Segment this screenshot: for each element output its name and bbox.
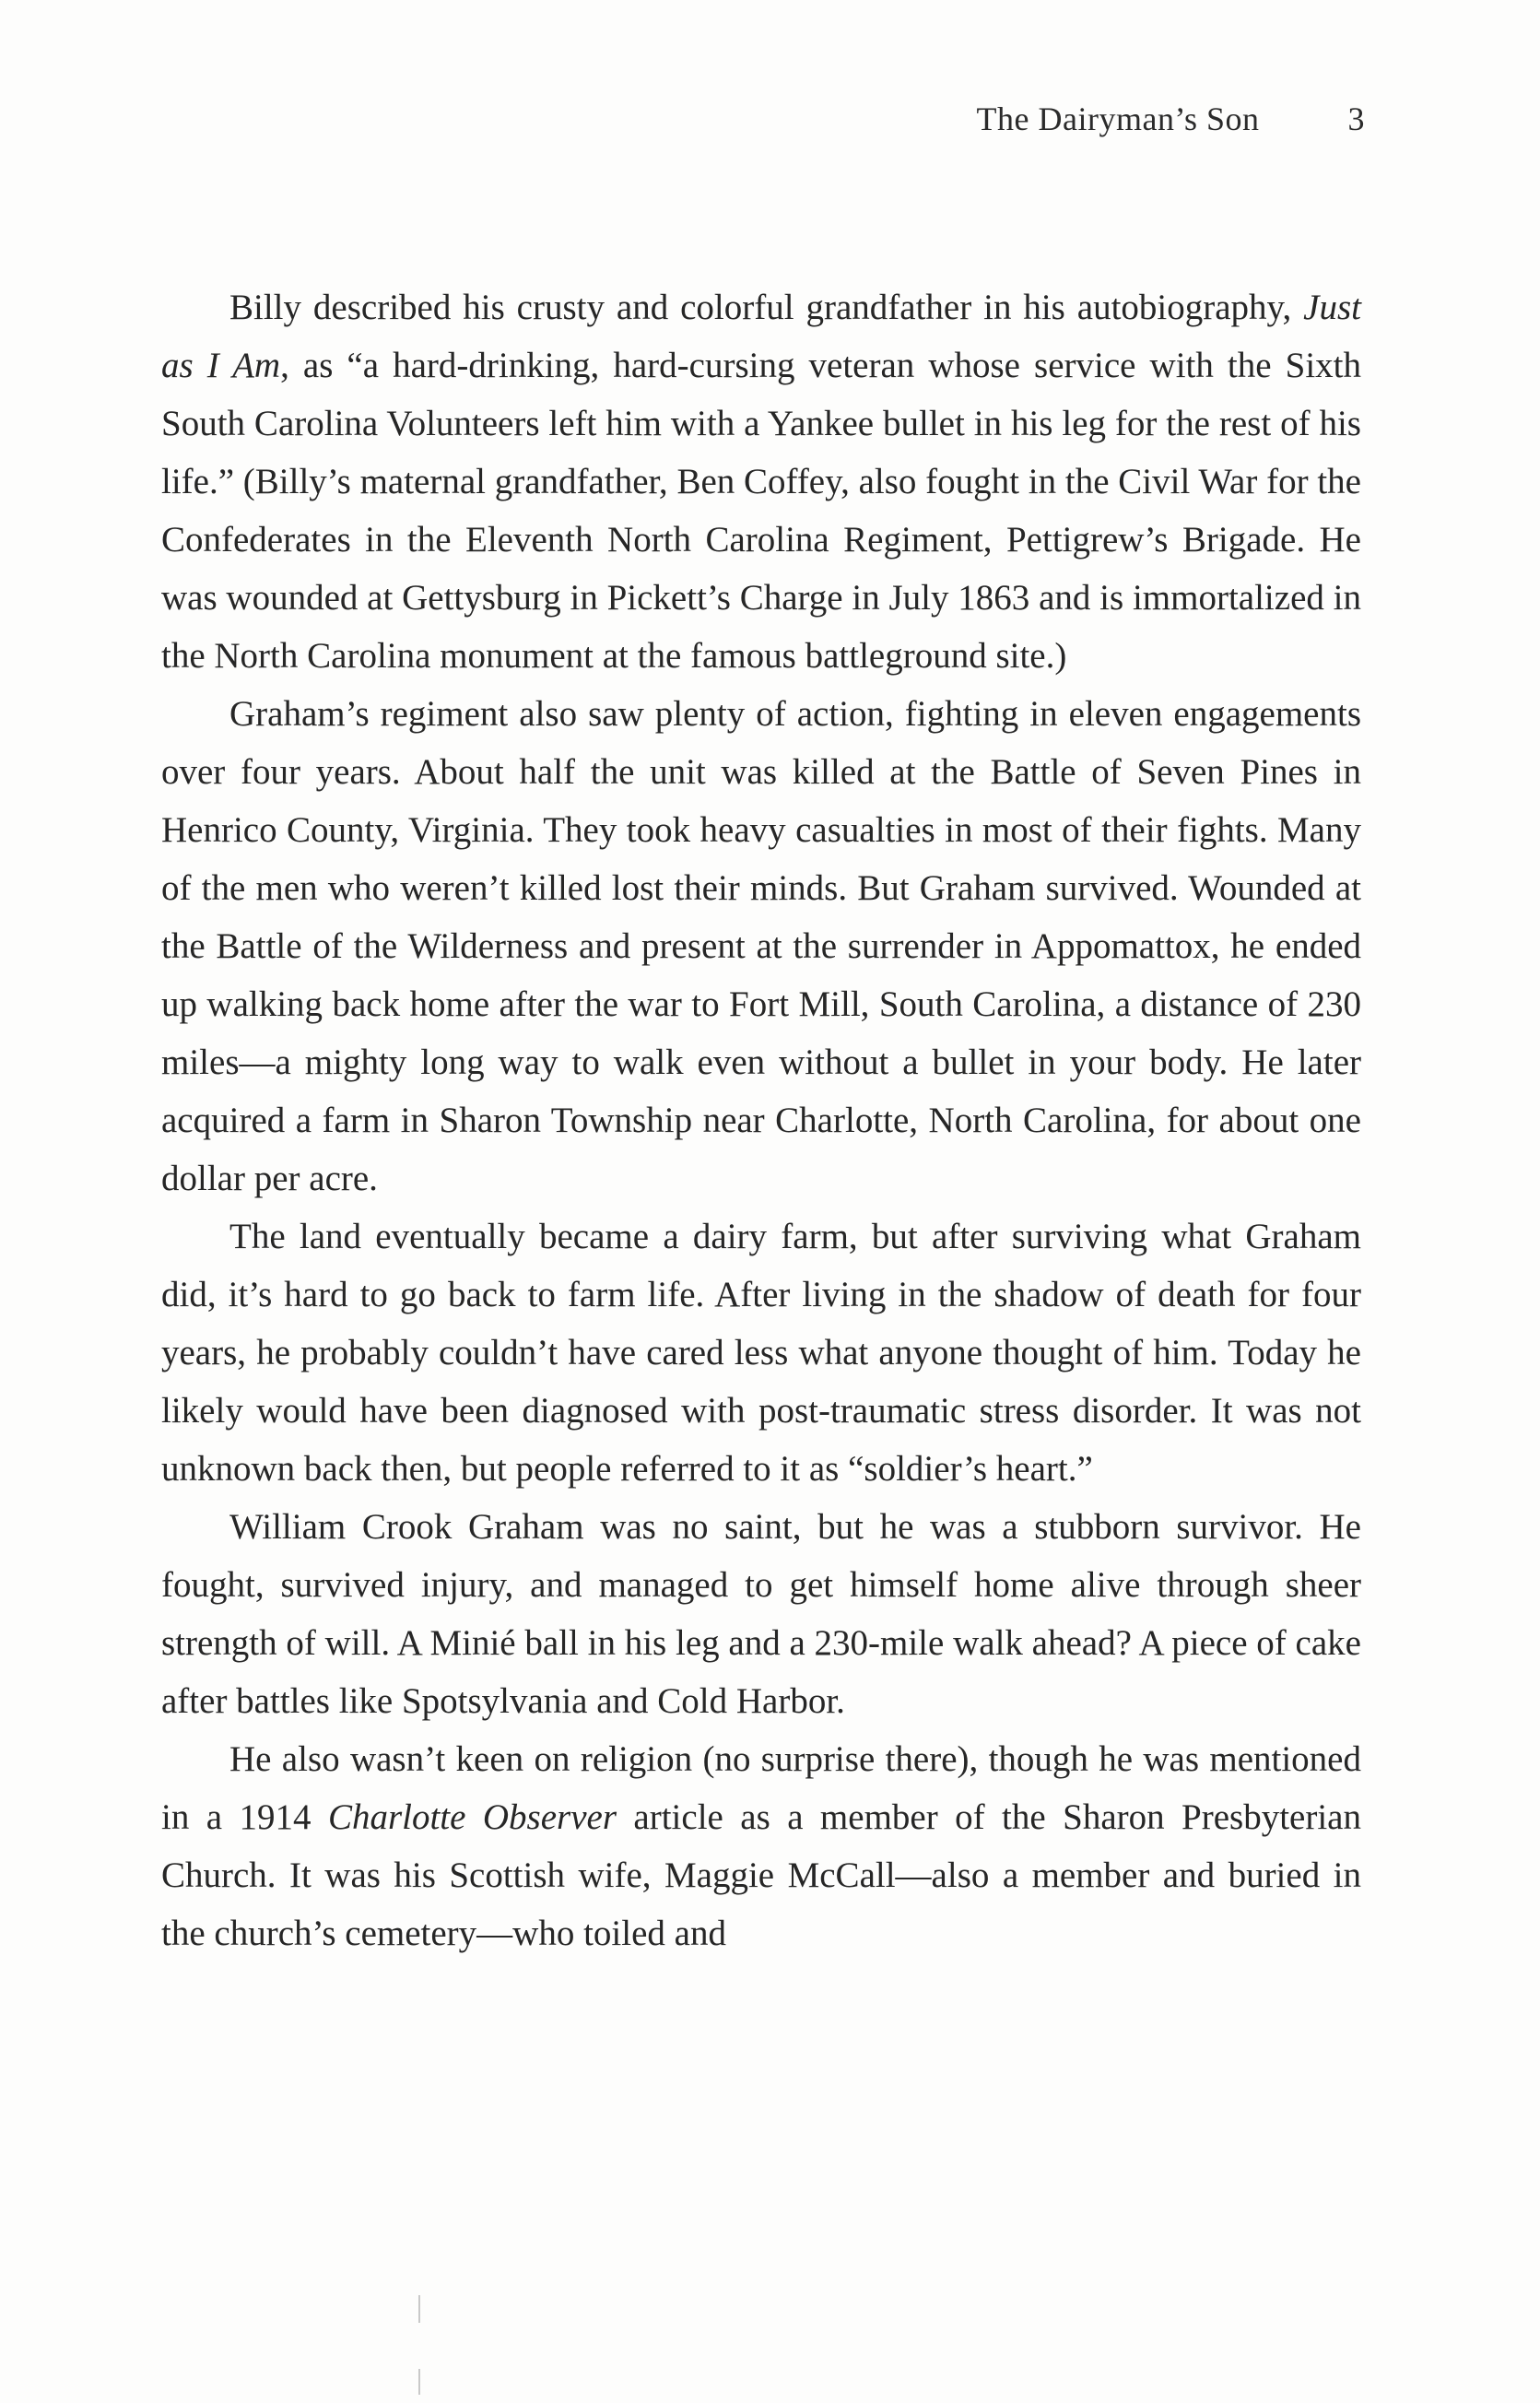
paragraph: [161, 1498, 1361, 1730]
text-run: , as “a hard-drinking, hard-cursing veteran whose service with the Sixth South Carolina Volunteers left him with a Yankee bullet in his leg for the rest of his life.” (Billy’s maternal grandfather, Ben Coffey, also fought in the Civil War for the Confederates in the Eleventh North Carolina Regiment, Pettigrew’s Brigade. He was wounded at Gettysburg in Pickett’s Charge in July 1863 and is immortalized in the North Carolina monument at the famous battleground site.): [161, 346, 1361, 676]
scan-mark: [418, 2369, 420, 2395]
paragraph: [161, 685, 1361, 1207]
chapter-title: The Dairyman’s Son: [976, 100, 1260, 137]
paragraph: [161, 1207, 1361, 1498]
scan-mark: [418, 2295, 420, 2323]
text-run: Billy described his crusty and colorful grandfather in his autobiography,: [229, 288, 1304, 327]
text-run: article as a member of the Sharon Presbyterian Church. It was his Scottish wife, Maggie McCall—also a member and buried in the church’s cemetery—who toiled and: [161, 1797, 1361, 1953]
page-number: 3: [1347, 100, 1365, 137]
paragraph: [161, 1730, 1361, 1962]
italic-title: Just as I Am: [161, 288, 1361, 385]
running-head: [977, 100, 1365, 138]
paragraph: [161, 278, 1361, 685]
body-text: [161, 278, 1361, 1962]
text-run: Graham’s regiment also saw plenty of action, fighting in eleven engagements over four years. About half the unit was killed at the Battle of Seven Pines in Henrico County, Virginia. They took heavy casualties in most of their fights. Many of the men who weren’t killed lost their minds. But Graham survived. Wounded at the Battle of the Wilderness and present at the surrender in Appomattox, he ended up walking back home after the war to Fort Mill, South Carolina, a distance of 230 miles—a mighty long way to walk even without a bullet in your body. He later acquired a farm in Sharon Township near Charlotte, North Carolina, for about one dollar per acre.: [161, 694, 1361, 1198]
text-run: The land eventually became a dairy farm, but after surviving what Graham did, it’s hard to go back to farm life. After living in the shadow of death for four years, he probably couldn’t have cared less what anyone thought of him. Today he likely would have been diagnosed with post-traumatic stress disorder. It was not unknown back then, but people referred to it as “soldier’s heart.”: [161, 1217, 1361, 1489]
text-run: He also wasn’t keen on religion (no surprise there), though he was mentioned in a 1914: [161, 1739, 1361, 1837]
text-run: William Crook Graham was no saint, but he was a stubborn survivor. He fought, survived injury, and managed to get himself home alive through sheer strength of will. A Minié ball in his leg and a 230-mile walk ahead? A piece of cake after battles like Spotsylvania and Cold Harbor.: [161, 1507, 1361, 1721]
italic-title: Charlotte Observer: [327, 1797, 617, 1837]
